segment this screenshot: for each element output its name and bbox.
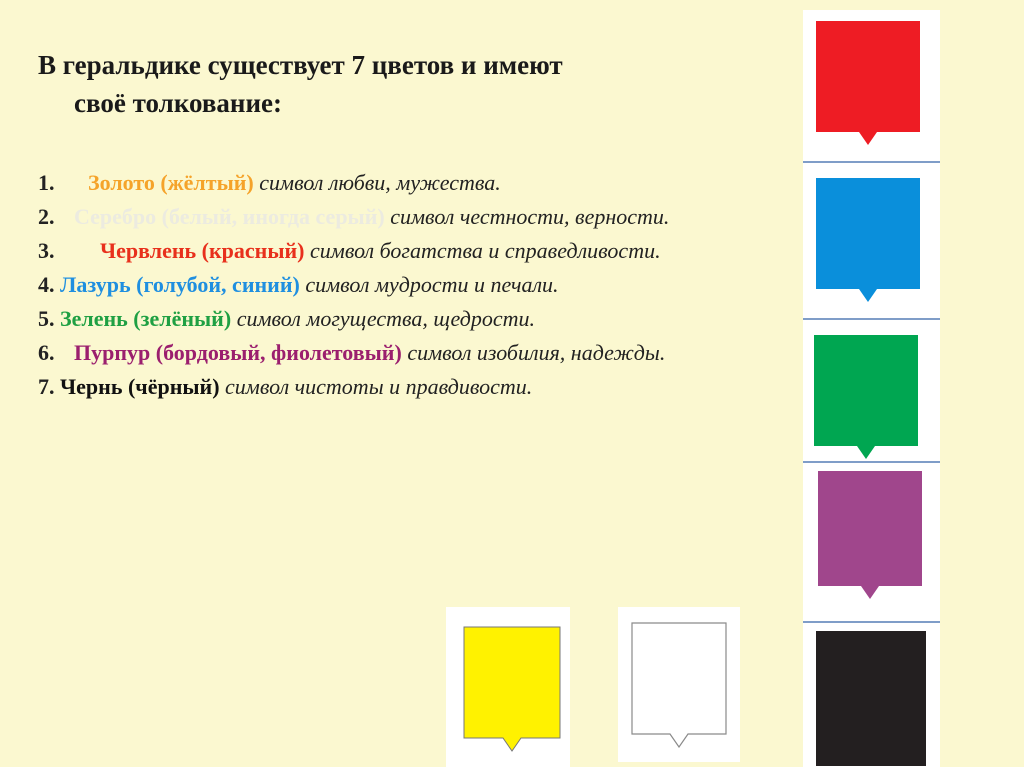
- yellow-shield: [463, 626, 561, 752]
- heading-line-1: В геральдике существует 7 цветов и имеют: [38, 50, 563, 80]
- heading-line-2: своё толкование:: [74, 88, 283, 118]
- shield-shape: [464, 627, 560, 751]
- item-description: символ мудрости и печали.: [299, 272, 559, 297]
- item-term: Пурпур (бордовый, фиолетовый): [74, 340, 402, 365]
- list-item-red: [38, 234, 754, 268]
- list-item-black: [38, 370, 754, 404]
- item-term: Зелень (зелёный): [60, 306, 232, 331]
- item-description: символ честности, верности.: [384, 204, 670, 229]
- shield-shape: [632, 623, 726, 747]
- item-term: Лазурь (голубой, синий): [60, 272, 300, 297]
- item-number: 6.: [38, 340, 55, 365]
- item-description: символ богатства и справедливости.: [304, 238, 661, 263]
- black-shield: [815, 630, 927, 767]
- divider: [803, 318, 940, 320]
- white-shield: [631, 622, 727, 748]
- item-number: 2.: [38, 204, 55, 229]
- item-term: Золото (жёлтый): [88, 170, 254, 195]
- item-number: 5.: [38, 306, 55, 331]
- item-description: символ чистоты и правдивости.: [219, 374, 533, 399]
- list-item-gold: [38, 166, 754, 200]
- shield-shape: [818, 471, 922, 599]
- list-item-purple: [38, 336, 754, 370]
- shield-shape: [816, 178, 920, 302]
- item-number: 3.: [38, 238, 55, 263]
- item-term: Червлень (красный): [100, 238, 305, 263]
- color-list: [38, 166, 754, 404]
- red-shield: [815, 20, 921, 146]
- shield-shape: [816, 21, 920, 145]
- item-description: символ любви, мужества.: [253, 170, 501, 195]
- shield-shape: [816, 631, 926, 766]
- purple-shield: [817, 470, 923, 600]
- slide-heading: [38, 46, 754, 122]
- blue-shield: [815, 177, 921, 303]
- item-description: символ могущества, щедрости.: [231, 306, 536, 331]
- item-term: Чернь (чёрный): [60, 374, 220, 399]
- item-number: 1.: [38, 170, 55, 195]
- shield-shape: [814, 335, 918, 459]
- list-item-silver: [38, 200, 754, 234]
- item-number: 4.: [38, 272, 55, 297]
- item-description: символ изобилия, надежды.: [401, 340, 666, 365]
- divider: [803, 621, 940, 623]
- divider: [803, 461, 940, 463]
- list-item-blue: [38, 268, 754, 302]
- divider: [803, 161, 940, 163]
- list-item-green: [38, 302, 754, 336]
- item-number: 7.: [38, 374, 55, 399]
- item-term: Серебро (белый, иногда серый): [74, 204, 385, 229]
- green-shield: [813, 334, 919, 460]
